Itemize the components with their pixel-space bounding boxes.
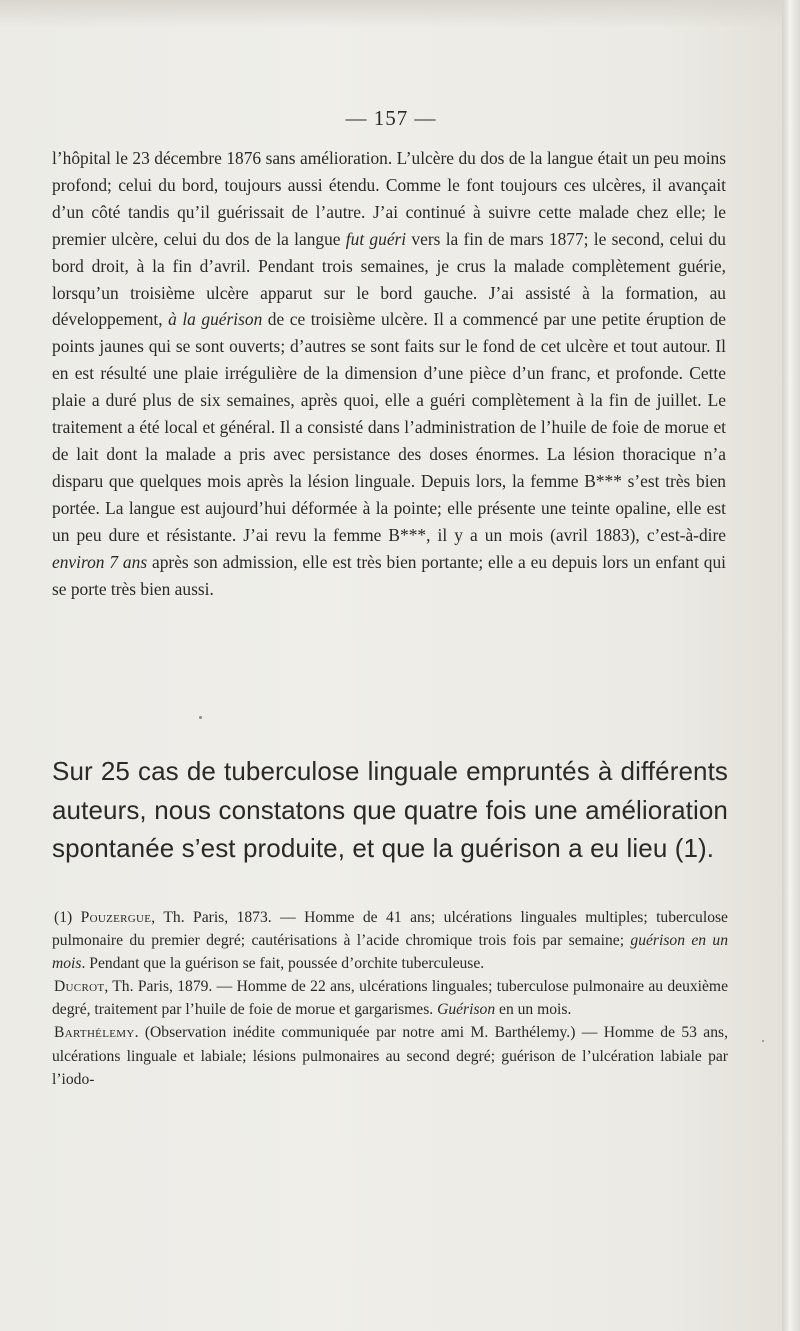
author-name: Barthélemy xyxy=(54,1024,135,1042)
footnote-1 xyxy=(52,906,728,975)
italic-text: Guérison xyxy=(437,1001,496,1019)
footnote-3 xyxy=(52,1021,728,1090)
text-segment: de ce troisième ulcère. Il a commencé par une petite éruption de points jaunes qui se sont ouverts; d’autres se sont faits sur le fond de cet ulcère et tout autour. Il en est résulté une plaie irrégulière de la dimension d’une pièce d’un franc, et profonde. Cette plaie a duré plus de six semaines, après quoi, elle a guéri complètement à la fin de juillet. Le traitement a été local et général. Il a consisté dans l’administration de l’huile de foie de morue et de lait dont la malade a pris avec persistance des doses énormes. La lésion thoracique n’a disparu que quelques mois après la lésion linguale. Depuis lors, la femme B*** s’est très bien portée. La langue est aujourd’hui déformée à la pointe; elle présente une teinte opaline, elle est un peu dure et résistante. J’ai revu la femme B***, il y a un mois (avril 1883), c’est-à-dire xyxy=(52,309,726,545)
paragraph-text xyxy=(52,145,726,602)
page-edge xyxy=(782,0,800,1331)
footnote-text: en un mois. xyxy=(495,1001,572,1019)
italic-text: à la guérison xyxy=(168,309,263,330)
italic-text: environ 7 ans xyxy=(52,551,148,572)
conclusion-paragraph: Sur 25 cas de tuberculose linguale empruntés à différents auteurs, nous constatons que quatre fois une amélioration spontanée s’est produite, et que la guérison a eu lieu (1). xyxy=(52,756,728,864)
text-segment: l’hôpital le 23 décembre 1876 sans amélioration. L’ulcère du dos de la langue était un peu moins profond; celui du bord, toujours aussi étendu. Comme le font toujours ces ulcères, il avançait d’un côté tandis qu’il guérissait de l’autre. J’ai continué à suivre cette malade chez elle; le premier ulcère, celui du dos de la langue xyxy=(52,148,726,249)
body-paragraph xyxy=(52,145,726,602)
footnotes xyxy=(52,906,728,1091)
footnote-text: . Pendant que la guérison se fait, poussée d’orchite tuberculeuse. xyxy=(81,955,485,973)
author-name: Ducrot xyxy=(54,978,105,996)
footnote-text: . (Observation inédite communiquée par notre ami M. Barthélemy.) — Homme de 53 ans, ulcérations linguale et labiale; lésions pulmonaires au second degré; guérison de l’ulcération labiale par l’iodo- xyxy=(52,1024,728,1088)
text-segment: après son admission, elle est très bien portante; elle a eu depuis lors un enfant qui se porte très bien aussi. xyxy=(52,551,727,599)
footnote-marker: (1) xyxy=(54,909,81,926)
footnote-text: , Th. Paris, 1879. — Homme de 22 ans, ulcérations linguales; tuberculose pulmonaire au deuxième degré, traitement par l’huile de foie de morue et gargarismes. xyxy=(52,978,728,1019)
author-name: Pouzergue xyxy=(80,909,152,926)
page-top-shadow xyxy=(0,0,782,28)
footnote-2 xyxy=(52,975,728,1021)
text-segment: vers la fin de mars 1877; le second, celui du bord droit, à la fin d’avril. Pendant trois semaines, je crus la malade complètement guérie, lorsqu’un troisième ulcère apparut sur le bord gauche. J’ai assisté à la formation, au développement, xyxy=(52,228,727,330)
paper-speck xyxy=(762,1040,764,1042)
italic-text: guérison en un mois xyxy=(52,932,728,973)
page-number: — 157 — xyxy=(345,106,437,130)
footnote-text: , Th. Paris, 1873. — Homme de 41 ans; ulcérations linguales multiples; tuberculose pulmonaire du premier degré; cautérisations à l’acide chromique trois fois par semaine; xyxy=(52,909,728,950)
paper-speck xyxy=(199,716,202,719)
italic-text: fut guéri xyxy=(345,228,407,249)
